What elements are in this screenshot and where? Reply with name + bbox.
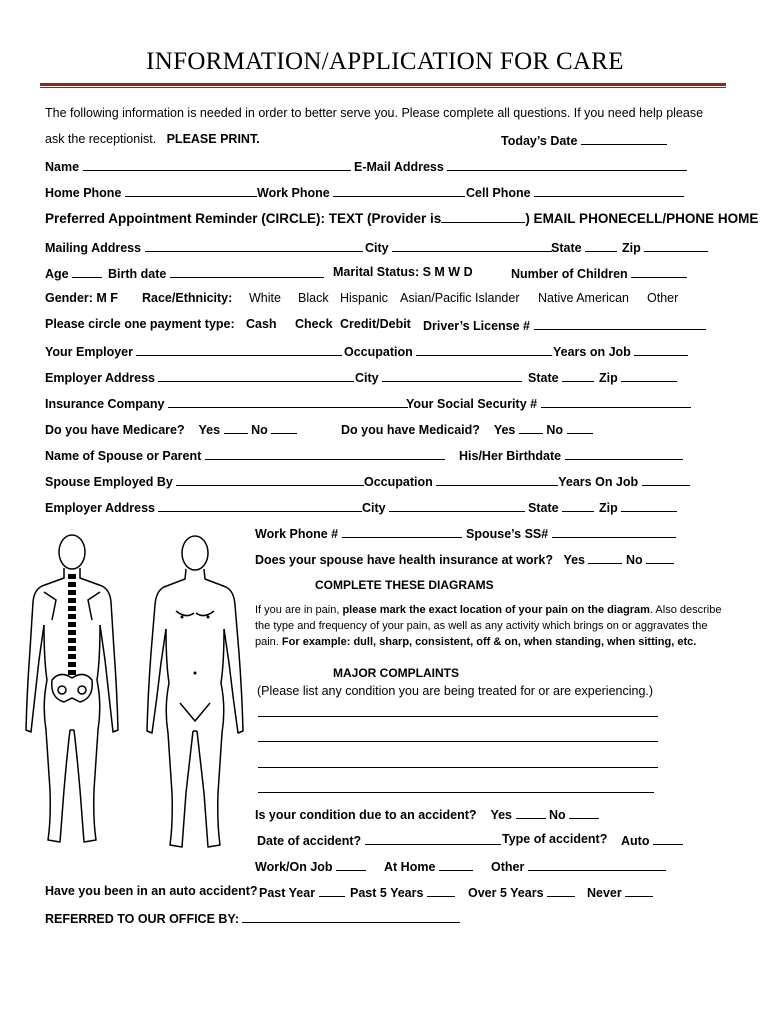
spouse-employer-address-field[interactable]: Employer Address <box>45 499 362 515</box>
employer-address-field[interactable]: Employer Address <box>45 369 354 385</box>
complaint-line-3[interactable] <box>258 767 658 768</box>
mailing-city-field[interactable]: City <box>365 239 552 255</box>
accident-auto-field[interactable]: Auto <box>621 832 683 848</box>
email-field[interactable]: E-Mail Address <box>354 158 687 174</box>
body-diagram-front[interactable] <box>140 533 250 863</box>
insurance-company-field[interactable]: Insurance Company <box>45 395 408 411</box>
mailing-address-field[interactable]: Mailing Address <box>45 239 363 255</box>
complaint-line-1[interactable] <box>258 716 658 717</box>
spouse-employer-field[interactable]: Spouse Employed By <box>45 473 364 489</box>
spouse-ss-field[interactable]: Spouse’s SS# <box>466 525 676 541</box>
cell-phone-field[interactable]: Cell Phone <box>466 184 684 200</box>
title-rule-thick <box>40 83 726 86</box>
auto-past-5-field[interactable]: Past 5 Years <box>350 884 455 900</box>
years-on-job-field[interactable]: Years on Job <box>553 343 688 359</box>
spouse-work-phone-field[interactable]: Work Phone # <box>255 525 462 541</box>
race-label: Race/Ethnicity: <box>142 291 233 305</box>
payment-check[interactable]: Check <box>295 317 333 331</box>
accident-date-field[interactable]: Date of accident? <box>257 832 501 848</box>
spouse-state-field[interactable]: State <box>528 499 594 515</box>
auto-over-5-field[interactable]: Over 5 Years <box>468 884 575 900</box>
accident-work-field[interactable]: Work/On Job <box>255 858 366 874</box>
complaint-line-2[interactable] <box>258 741 658 742</box>
reminder-preference[interactable]: Preferred Appointment Reminder (CIRCLE): TEXT (Provider is ) EMAIL PHONECELL/PHONE HOME <box>45 211 759 226</box>
auto-accident-question: Have you been in an auto accident? <box>45 884 258 898</box>
diagrams-instructions: If you are in pain, please mark the exact location of your pain on the diagram. Also describe the type and frequency of your pain, as well as any activity which brings on or aggravates the pain. For example: dull, sharp, consistent, off & on, when standing, when sitting, etc. <box>255 604 722 648</box>
accident-type-label: Type of accident? <box>502 832 608 846</box>
medicare-question[interactable]: Do you have Medicare? Yes No <box>45 421 297 437</box>
race-option-white[interactable]: White <box>249 291 281 305</box>
drivers-license-field[interactable]: Driver’s License # <box>423 317 706 333</box>
page-title: INFORMATION/APPLICATION FOR CARE <box>146 48 624 75</box>
race-option-asian[interactable]: Asian/Pacific Islander <box>400 291 520 305</box>
employer-city-field[interactable]: City <box>355 369 522 385</box>
occupation-field[interactable]: Occupation <box>344 343 552 359</box>
accident-other-field[interactable]: Other <box>491 858 666 874</box>
employer-state-field[interactable]: State <box>528 369 594 385</box>
payment-credit-debit[interactable]: Credit/Debit <box>340 317 411 331</box>
spouse-city-field[interactable]: City <box>362 499 525 515</box>
birth-date-field[interactable]: Birth date <box>108 265 324 281</box>
spouse-zip-field[interactable]: Zip <box>599 499 677 515</box>
complaint-line-4[interactable] <box>258 792 654 793</box>
name-field[interactable]: Name <box>45 158 351 174</box>
title-rule-thin <box>40 87 726 88</box>
todays-date-field[interactable]: Today’s Date <box>501 132 667 148</box>
intro-line-1: The following information is needed in order to better serve you. Please complete all questions. If you need help please <box>45 106 704 120</box>
his-her-birthdate-field[interactable]: His/Her Birthdate <box>459 447 683 463</box>
race-option-black[interactable]: Black <box>298 291 329 305</box>
auto-never-field[interactable]: Never <box>587 884 653 900</box>
referred-by-field[interactable]: REFERRED TO OUR OFFICE BY: <box>45 910 460 926</box>
children-count-field[interactable]: Number of Children <box>511 265 687 281</box>
work-phone-field[interactable]: Work Phone <box>257 184 465 200</box>
spouse-insurance-question[interactable]: Does your spouse have health insurance at work? Yes No <box>255 551 674 567</box>
race-option-hispanic[interactable]: Hispanic <box>340 291 388 305</box>
mailing-state-field[interactable]: State <box>551 239 617 255</box>
employer-field[interactable]: Your Employer <box>45 343 342 359</box>
age-field[interactable]: Age <box>45 265 102 281</box>
payment-label: Please circle one payment type: <box>45 317 235 331</box>
intro-line-2: ask the receptionist. PLEASE PRINT. <box>45 132 260 146</box>
major-complaints-subtitle: (Please list any condition you are being treated for or are experiencing.) <box>257 684 654 698</box>
accident-home-field[interactable]: At Home <box>384 858 473 874</box>
marital-status[interactable]: Marital Status: S M W D <box>333 265 473 279</box>
payment-cash[interactable]: Cash <box>246 317 277 331</box>
body-diagram-back[interactable] <box>22 530 122 860</box>
mailing-zip-field[interactable]: Zip <box>622 239 708 255</box>
diagrams-heading: COMPLETE THESE DIAGRAMS <box>315 578 494 592</box>
spouse-parent-field[interactable]: Name of Spouse or Parent <box>45 447 445 463</box>
home-phone-field[interactable]: Home Phone <box>45 184 257 200</box>
spouse-occupation-field[interactable]: Occupation Years On Job <box>364 473 690 489</box>
auto-past-year-field[interactable]: Past Year <box>259 884 345 900</box>
race-option-other[interactable]: Other <box>647 291 679 305</box>
accident-question[interactable]: Is your condition due to an accident? Yes No <box>255 806 599 822</box>
employer-zip-field[interactable]: Zip <box>599 369 677 385</box>
race-option-native[interactable]: Native American <box>538 291 630 305</box>
ssn-field[interactable]: Your Social Security # <box>406 395 691 411</box>
major-complaints-heading: MAJOR COMPLAINTS <box>333 666 459 680</box>
medicaid-question[interactable]: Do you have Medicaid? Yes No <box>341 421 593 437</box>
gender-options[interactable]: Gender: M F <box>45 291 118 305</box>
